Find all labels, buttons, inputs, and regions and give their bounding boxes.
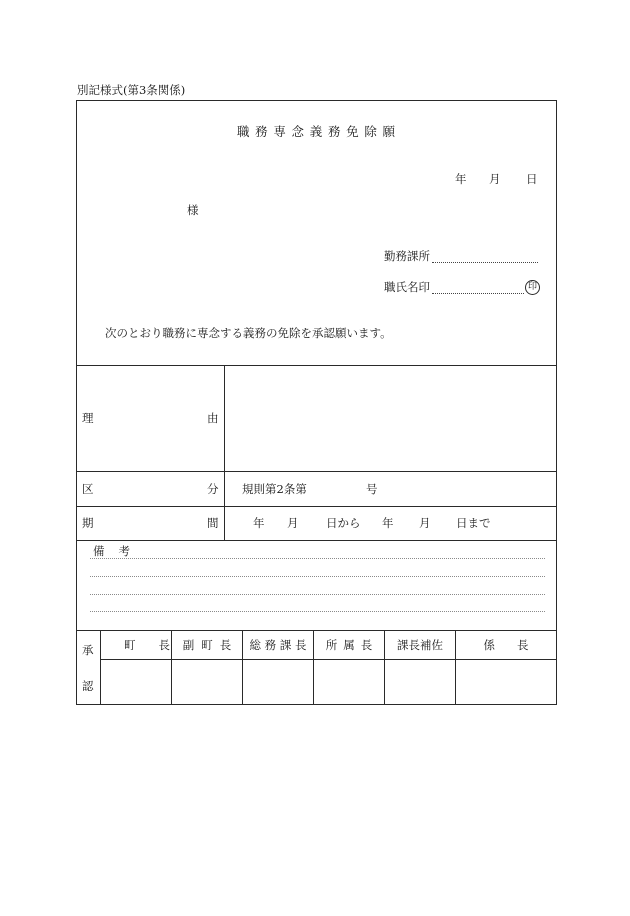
- form-frame: [76, 100, 557, 705]
- remarks-dotted-line: [90, 611, 545, 612]
- date-day-label: 日: [526, 172, 538, 186]
- rule-category-bottom: [76, 506, 556, 507]
- approval-header-text: 係長: [483, 638, 551, 652]
- approval-header-text: 総務課長: [249, 638, 311, 652]
- remarks-label: 備考: [93, 544, 144, 558]
- office-dotted-line: [432, 262, 538, 263]
- approval-label-first: 承: [82, 643, 94, 657]
- date-year-label: 年: [455, 172, 467, 186]
- category-prefix: 規則第2条第: [242, 482, 307, 496]
- approval-label-second: 認: [82, 679, 94, 693]
- remarks-dotted-line: [90, 558, 545, 559]
- period-end-day: 日まで: [456, 516, 491, 530]
- form-style-label: 別記様式(第3条関係): [77, 83, 186, 97]
- period-end-year: 年: [382, 516, 394, 530]
- remarks-dotted-line: [90, 576, 545, 577]
- remarks-dotted-line: [90, 594, 545, 595]
- period-label-second: 間: [207, 516, 219, 530]
- category-label-second: 分: [207, 482, 219, 496]
- reason-label-first: 理: [82, 411, 94, 425]
- rule-label-column: [224, 365, 225, 540]
- seal-mark: 印: [525, 280, 540, 295]
- approval-header-section-chief: [456, 631, 556, 659]
- rule-reason-bottom: [76, 471, 556, 472]
- period-start-day: 日から: [326, 516, 361, 530]
- period-start-month: 月: [287, 516, 299, 530]
- reason-label-second: 由: [207, 411, 219, 425]
- form-title-text: 職務専念義務免除願: [236, 124, 401, 139]
- period-end-month: 月: [419, 516, 431, 530]
- request-text: 次のとおり職務に専念する義務の免除を承認願います。: [105, 326, 392, 340]
- approval-header-general-affairs-chief: [243, 631, 313, 659]
- office-label: 勤務課所: [384, 249, 430, 263]
- period-label-first: 期: [82, 516, 94, 530]
- approval-header-text: 課長補佐: [397, 638, 443, 652]
- approval-header-text: 副町長: [182, 638, 239, 652]
- form-title: [76, 125, 556, 138]
- approval-header-assistant-chief: [385, 631, 455, 659]
- category-suffix: 号: [366, 482, 378, 496]
- rule-header-bottom: [76, 365, 556, 366]
- name-dotted-line: [432, 293, 524, 294]
- rule-approval-header-bottom: [100, 659, 556, 660]
- addressee-suffix: 様: [187, 203, 199, 217]
- approval-header-text: 所属長: [325, 638, 379, 652]
- name-label: 職氏名印: [384, 280, 430, 294]
- approval-header-text: 町長: [124, 638, 193, 652]
- date-month-label: 月: [489, 172, 501, 186]
- approval-header-mayor: [101, 631, 193, 659]
- category-label-first: 区: [82, 482, 94, 496]
- rule-period-bottom: [76, 540, 556, 541]
- approval-header-deputy-mayor: [172, 631, 242, 659]
- approval-header-department-head: [314, 631, 384, 659]
- period-start-year: 年: [253, 516, 265, 530]
